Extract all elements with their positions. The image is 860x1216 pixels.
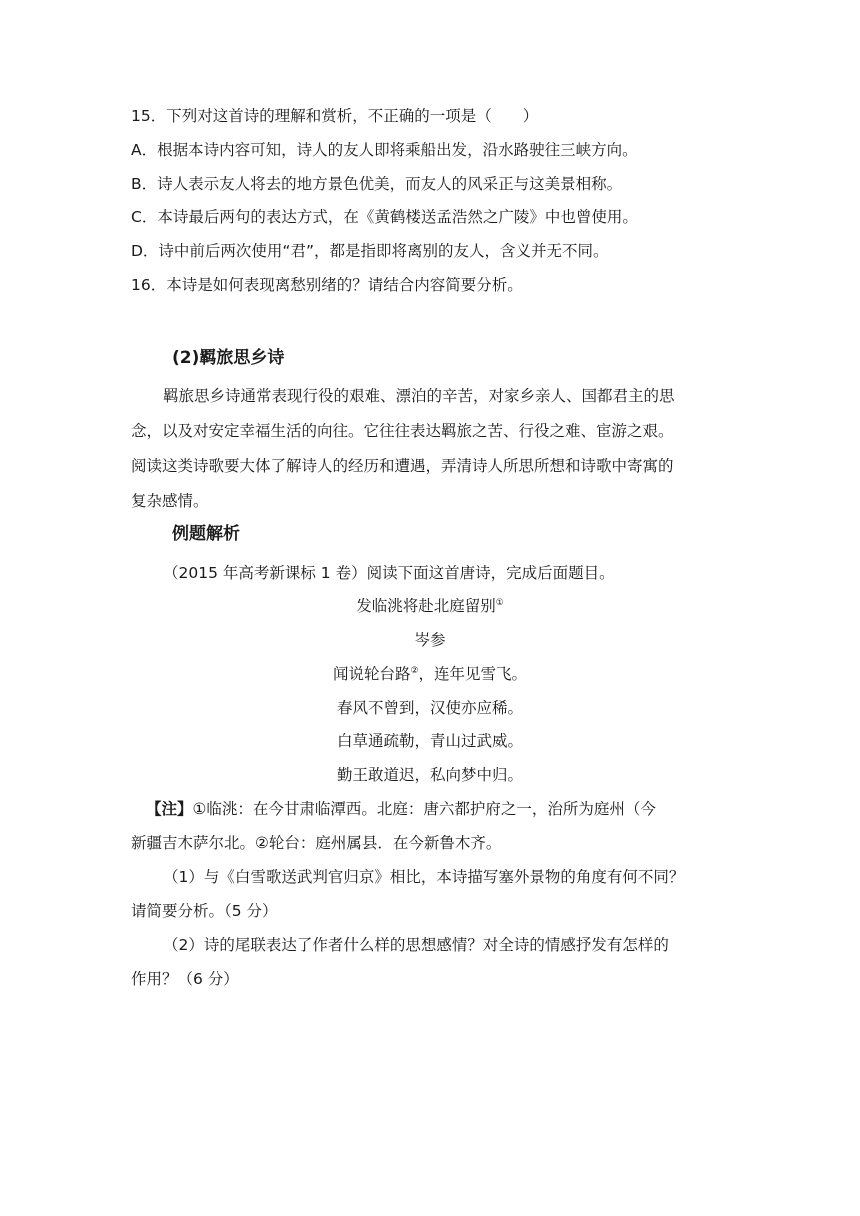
question-15-option-c: C．本诗最后两句的表达方式，在《黄鹤楼送孟浩然之广陵》中也曾使用。 [131, 208, 638, 226]
poem-line: 勤王敢道迟，私向梦中归。 [336, 766, 523, 784]
example-question-2-cont: 作用？（6 分） [131, 970, 239, 988]
example-question-1: （1）与《白雪歌送武判官归京》相比，本诗描写塞外景物的角度有何不同？ [163, 868, 685, 886]
question-15-option-d: D．诗中前后两次使用“君”，都是指即将离别的友人，含义并无不同。 [131, 242, 609, 260]
poem-line-1b: ，连年见雪飞。 [418, 665, 528, 683]
poem-line-1a: 闻说轮台路 [332, 665, 411, 683]
poem-title-text: 发临洮将赴北庭留别 [356, 597, 496, 615]
section-heading: (2)羁旅思乡诗 [172, 348, 285, 368]
poem-line-1-footnote-mark: ② [410, 665, 419, 676]
notes-line [146, 799, 656, 819]
poem-author: 岑参 [414, 631, 446, 649]
intro-line: 阅读这类诗歌要大体了解诗人的经历和遭遇，弄清诗人所思所想和诗歌中寄寓的 [131, 457, 674, 475]
poem-line [0, 664, 860, 684]
question-16: 16．本诗是如何表现离愁别绪的？请结合内容简要分析。 [131, 276, 523, 294]
question-15-option-b: B．诗人表示友人将去的地方景色优美，而友人的风采正与这美景相称。 [131, 175, 623, 193]
poem-line: 春风不曾到，汉使亦应稀。 [336, 699, 523, 717]
intro-line: 念，以及对安定幸福生活的向往。它往往表达羁旅之苦、行役之难、宦游之艰。 [131, 422, 674, 440]
example-question-2: （2）诗的尾联表达了作者什么样的思想感情？对全诗的情感抒发有怎样的 [163, 936, 669, 954]
poem-line: 白草通疏勒，青山过武威。 [336, 732, 523, 750]
intro-line: 复杂感情。 [131, 492, 209, 510]
poem-title-footnote-mark: ① [495, 597, 504, 608]
example-heading: 例题解析 [172, 524, 240, 544]
example-source: （2015 年高考新课标 1 卷）阅读下面这首唐诗，完成后面题目。 [163, 564, 615, 582]
question-15-stem: 15．下列对这首诗的理解和赏析，不正确的一项是（ ） [131, 107, 539, 125]
intro-line: 羁旅思乡诗通常表现行役的艰难、漂泊的辛苦，对家乡亲人、国都君主的思 [163, 387, 675, 405]
poem-title [0, 596, 860, 616]
example-question-1-cont: 请简要分析。（5 分） [131, 902, 278, 920]
notes-line: 新疆吉木萨尔北。②轮台：庭州属县．在今新鲁木齐。 [131, 834, 502, 852]
notes-text-1: ①临洮：在今甘肃临潭西。北庭：唐六都护府之一，治所为庭州（今 [192, 800, 656, 818]
question-15-option-a: A．根据本诗内容可知，诗人的友人即将乘船出发，沿水路驶往三峡方向。 [131, 141, 638, 159]
notes-label: 【注】 [146, 800, 193, 818]
